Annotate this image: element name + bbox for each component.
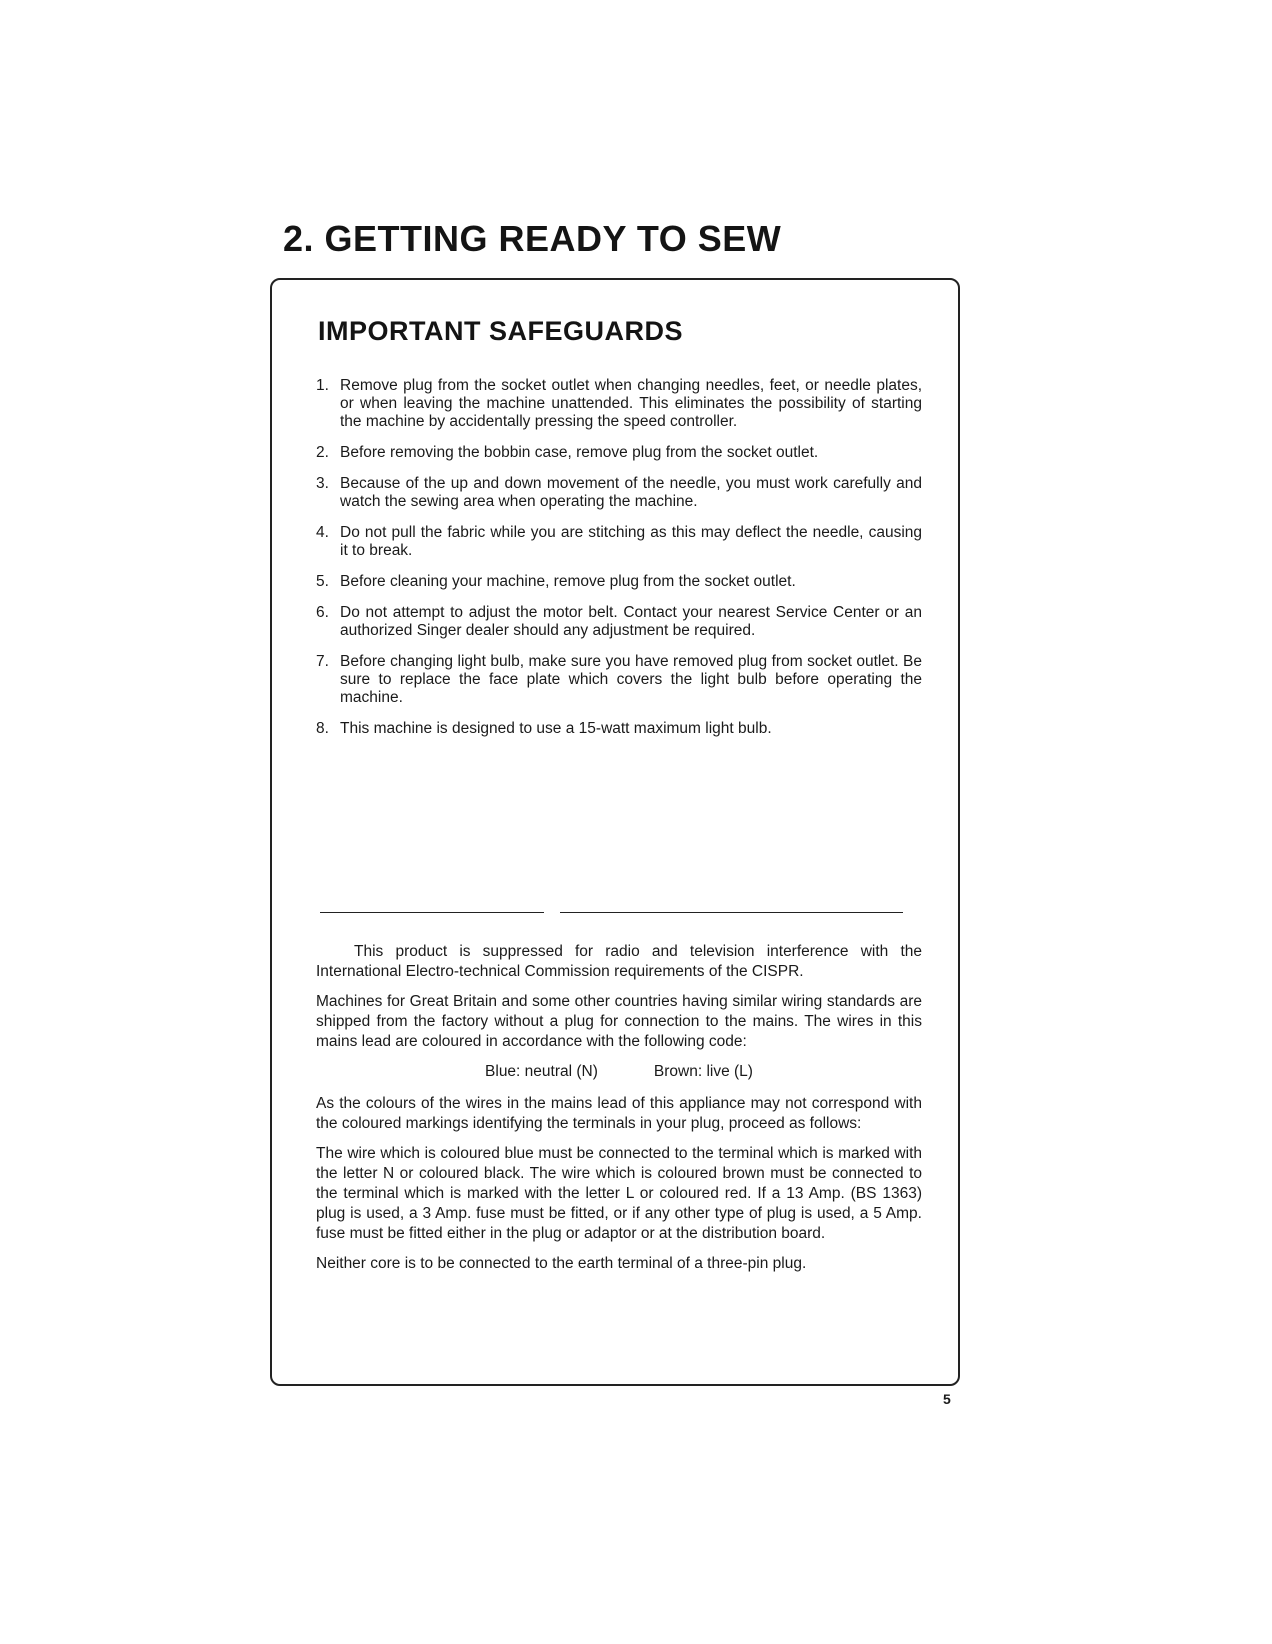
item-text: Before changing light bulb, make sure you have removed plug from socket outlet. Be sure to replace the face plate which covers the light bulb before operating the machine. — [340, 653, 922, 706]
item-text: This machine is designed to use a 15-watt maximum light bulb. — [340, 720, 772, 737]
list-item — [316, 524, 922, 560]
item-number: 1. — [316, 377, 329, 394]
list-item — [316, 604, 922, 640]
suppression-paragraph: This product is suppressed for radio and television interference with the International Electro-technical Commission requirements of the CISPR. — [316, 943, 922, 980]
item-text: Before removing the bobbin case, remove plug from the socket outlet. — [340, 444, 819, 461]
code-brown: Brown: live (L) — [653, 1063, 753, 1080]
item-number: 5. — [316, 573, 329, 590]
code-blue: Blue: neutral (N) — [485, 1063, 598, 1080]
item-text: Do not attempt to adjust the motor belt. Contact your nearest Service Center or an authorized Singer dealer should any adjustment be required. — [340, 604, 922, 639]
wiring-notice — [316, 942, 922, 1284]
safeguards-list — [316, 377, 922, 751]
item-text: Remove plug from the socket outlet when changing needles, feet, or needle plates, or when leaving the machine unattended. This eliminates the possibility of starting the machine by accidentally pressing the speed controller. — [340, 377, 922, 430]
item-number: 8. — [316, 720, 329, 737]
divider-left — [320, 912, 544, 913]
list-item — [316, 475, 922, 511]
section-title: IMPORTANT SAFEGUARDS — [318, 316, 683, 346]
list-item — [316, 377, 922, 431]
list-item — [316, 720, 922, 738]
item-number: 7. — [316, 653, 329, 670]
list-item — [316, 444, 922, 462]
divider-right — [560, 912, 903, 913]
list-item — [316, 653, 922, 707]
item-number: 2. — [316, 444, 329, 461]
wire-colour-code — [316, 1062, 922, 1082]
item-text: Before cleaning your machine, remove plug from the socket outlet. — [340, 573, 796, 590]
earth-warning-paragraph: Neither core is to be connected to the earth terminal of a three-pin plug. — [316, 1255, 807, 1272]
page-number: 5 — [943, 1391, 951, 1407]
list-item — [316, 573, 922, 591]
item-number: 6. — [316, 604, 329, 621]
item-number: 3. — [316, 475, 329, 492]
colours-note-paragraph: As the colours of the wires in the mains lead of this appliance may not correspond with the coloured markings identifying the terminals in your plug, proceed as follows: — [316, 1095, 922, 1132]
item-number: 4. — [316, 524, 329, 541]
chapter-title: 2. GETTING READY TO SEW — [283, 218, 782, 259]
item-text: Do not pull the fabric while you are stitching as this may deflect the needle, causing it to break. — [340, 524, 922, 559]
wiring-intro-paragraph: Machines for Great Britain and some other countries having similar wiring standards are shipped from the factory without a plug for connection to the mains. The wires in this mains lead are coloured in accordance with the following code: — [316, 993, 922, 1050]
connection-instructions-paragraph: The wire which is coloured blue must be connected to the terminal which is marked with the letter N or coloured black. The wire which is coloured brown must be connected to the terminal which is marked with the letter L or coloured red. If a 13 Amp. (BS 1363) plug is used, a 3 Amp. fuse must be fitted, or if any other type of plug is used, a 5 Amp. fuse must be fitted either in the plug or adaptor or at the distribution board. — [316, 1145, 922, 1242]
item-text: Because of the up and down movement of the needle, you must work carefully and watch the sewing area when operating the machine. — [340, 475, 922, 510]
